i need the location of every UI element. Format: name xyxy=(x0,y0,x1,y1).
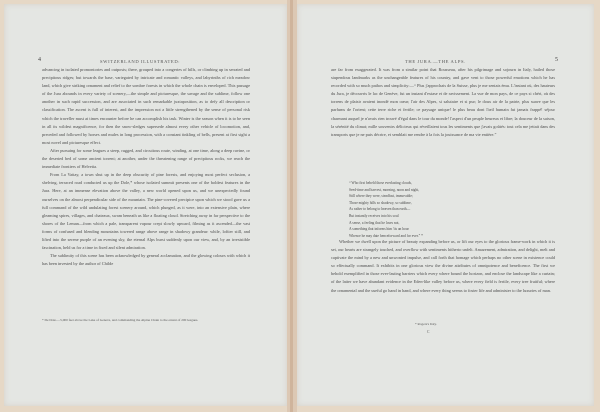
signature-mark: C xyxy=(427,330,430,334)
left-body xyxy=(42,66,250,268)
poem-line: “ Who first beheld those everlasting clouds, xyxy=(349,181,412,185)
running-head: THE JURA.—THE ALPS. xyxy=(405,59,466,64)
poem-line: As rather to belong to heaven than earth— xyxy=(349,207,411,212)
right-body-bottom xyxy=(331,238,555,295)
right-page xyxy=(297,4,594,406)
poem-line: A something that informs him 'tis an hour xyxy=(349,227,409,232)
gutter xyxy=(287,0,297,412)
footnote: * De Dole.—5,000 feet above the Lake of Geneva, and commanding the Alpine Chain to the extent of 200 leagues. xyxy=(42,318,199,322)
right-body-top xyxy=(331,66,555,139)
poem-line: Still where they were, steadfast, immovable; xyxy=(349,194,413,199)
poem-line: Those mighty hills so shadowy, so sublime, xyxy=(349,200,412,205)
poem-line: Whence he may date henceforward and for ever.” * xyxy=(349,233,423,238)
left-page xyxy=(4,4,288,406)
paragraph: From La Vattay, a town shut up in the deep obscurity of pine forests, and enjoying most perfect seclusion, a shelving, terraced road conducted us up the Dole,* whose isolated summit presents one of the boldest features in the Jura. Here, at an immense elevation above the valley, a new world opened upon us, and we unexpectedly found ourselves on the almost perpendicular side of the mountain. The pine-covered precipice upon which we stood gave us a full command of the wild undulating forest scenery around, which plunged, as it were, into an extensive plain, where gleaming spires, villages, and chateaux, swam beneath us like a floating cloud. Stretching away in far perspective to the shores of the Leman—from which a pale, transparent vapour crept slowly upward, filming as it ascended—the vast forms of confused and blending mountains towered range above range in shadowy grandeur: while, loftier still, and lifted into the serene purple of an evening sky, the eternal Alps burst suddenly upon our view, and, by an irresistible fascination, held us for a time in fixed and silent admiration. xyxy=(42,172,250,251)
paragraph: are far from exaggerated. It was from a similar point that Rousseau, after his pilgrimage and sojourn in Italy, hailed those stupendous landmarks as the unchangeable features of his country, and gave vent to those powerful emotions which he has recorded with so much pathos and simplicity:—“ Plus j'approchais de la Suisse, plus je me sentais ému. L'instant où, des hauteurs du Jura, je découvris le lac de Genève, fut un instant d'extase et de ravissement. La vue de mon pays, de ce pays si chéri, où des torrens de plaisir avaient inondé mon cœur; l'air des Alpes, si salutaire et si pur; le doux air de la patrie, plus suave que les parfums de l'orient; cette terre riche et fertile; ce paysage unique! le plus beau dont l'œil humain fut jamais frappé! séjour charmant auquel je n'avais rien trouvé d'égal dans le tour du monde! l'aspect d'un peuple heureux et libre; la douceur de la saison, la sérénité du climat; mille souvenirs délicieux qui réveillaient tous les sentiments que j'avais goûtés: tout cela me jettait dans des transports que je ne puis décrire, et semblait me rendre à la fois la jouissance de ma vie entière.” xyxy=(331,67,555,137)
paragraph: After pursuing for some leagues a steep, rugged, and circuitous route, winding, at one time, along a deep ravine, or the deserted bed of some ancient torrent; at another, under the threatening range of precipitous rocks, we reach the immediate frontiers of Helvetia. xyxy=(42,147,250,170)
poem-line: But instantly receives into his soul xyxy=(349,213,399,218)
footnote: * Rogers's Italy. xyxy=(415,322,437,326)
poem-quote xyxy=(349,180,519,239)
poem-line: Seed-time and harvest, morning, noon and night, xyxy=(349,187,420,192)
paragraph: advancing in isolated promontories and outposts; there, grouped into a congeries of hills, or climbing up in serrated and precipitous ridges; but towards the base, variegated by intricate and romantic valleys, and labyrinths of rich meadow land, which give striking ornament and relief to the sombre forests in which the whole chain is enveloped. This passage of the Jura abounds in every variety of scenery,—the simple and picturesque, the savage and the sublime, follow one another in such rapid succession, and are associated in such remarkable juxtaposition, as to defy all description or classification. The ascent is full of interest, and the impression not a little strengthened by the sense of personal risk which the traveller must at times encounter before he can accomplish his task. Winter is the season when it is to be seen in all its wildest magnificence, for then the snow-sledges supersede almost every other vehicle of locomotion, and, preceded and followed by horses and mules in long procession, with a constant tinkling of bells, present at first sight a most novel and picturesque effect. xyxy=(42,67,250,145)
paragraph: Whether we dwell upon the picture of beauty expanding before us, or lift our eyes to the glorious frame-work in which it is set, our hearts are strangely touched, and overflow with sentiments hitherto unfelt. Amazement, admiration, and delight, melt and captivate the mind by a new and unwonted impulse, and call forth that homage which perhaps no other scene in existence could so effectually command. It exhibits in one glorious view the divine attributes of omnipotence and beneficence. The first we behold exemplified in those ever-lasting barriers which every where bound the horizon, and enclose the landscape like a curtain; of the latter we have abundant evidence in the Eden-like valley before us, where every field is fertile, every tree fruitful; where the ornamental and the useful go hand in hand, and where every thing seems to foster life and administer to the luxuries of man. xyxy=(331,239,555,293)
paragraph: The sublimity of this scene has been acknowledged by general acclamation, and the glowing colours with which it has been invested by the author of Childe xyxy=(42,253,250,267)
page-number: 4 xyxy=(38,57,41,63)
running-head: SWITZERLAND ILLUSTRATED: xyxy=(100,59,181,64)
poem-line: A sense, a feeling that he loses not, xyxy=(349,220,400,225)
page-number: 5 xyxy=(555,57,558,63)
